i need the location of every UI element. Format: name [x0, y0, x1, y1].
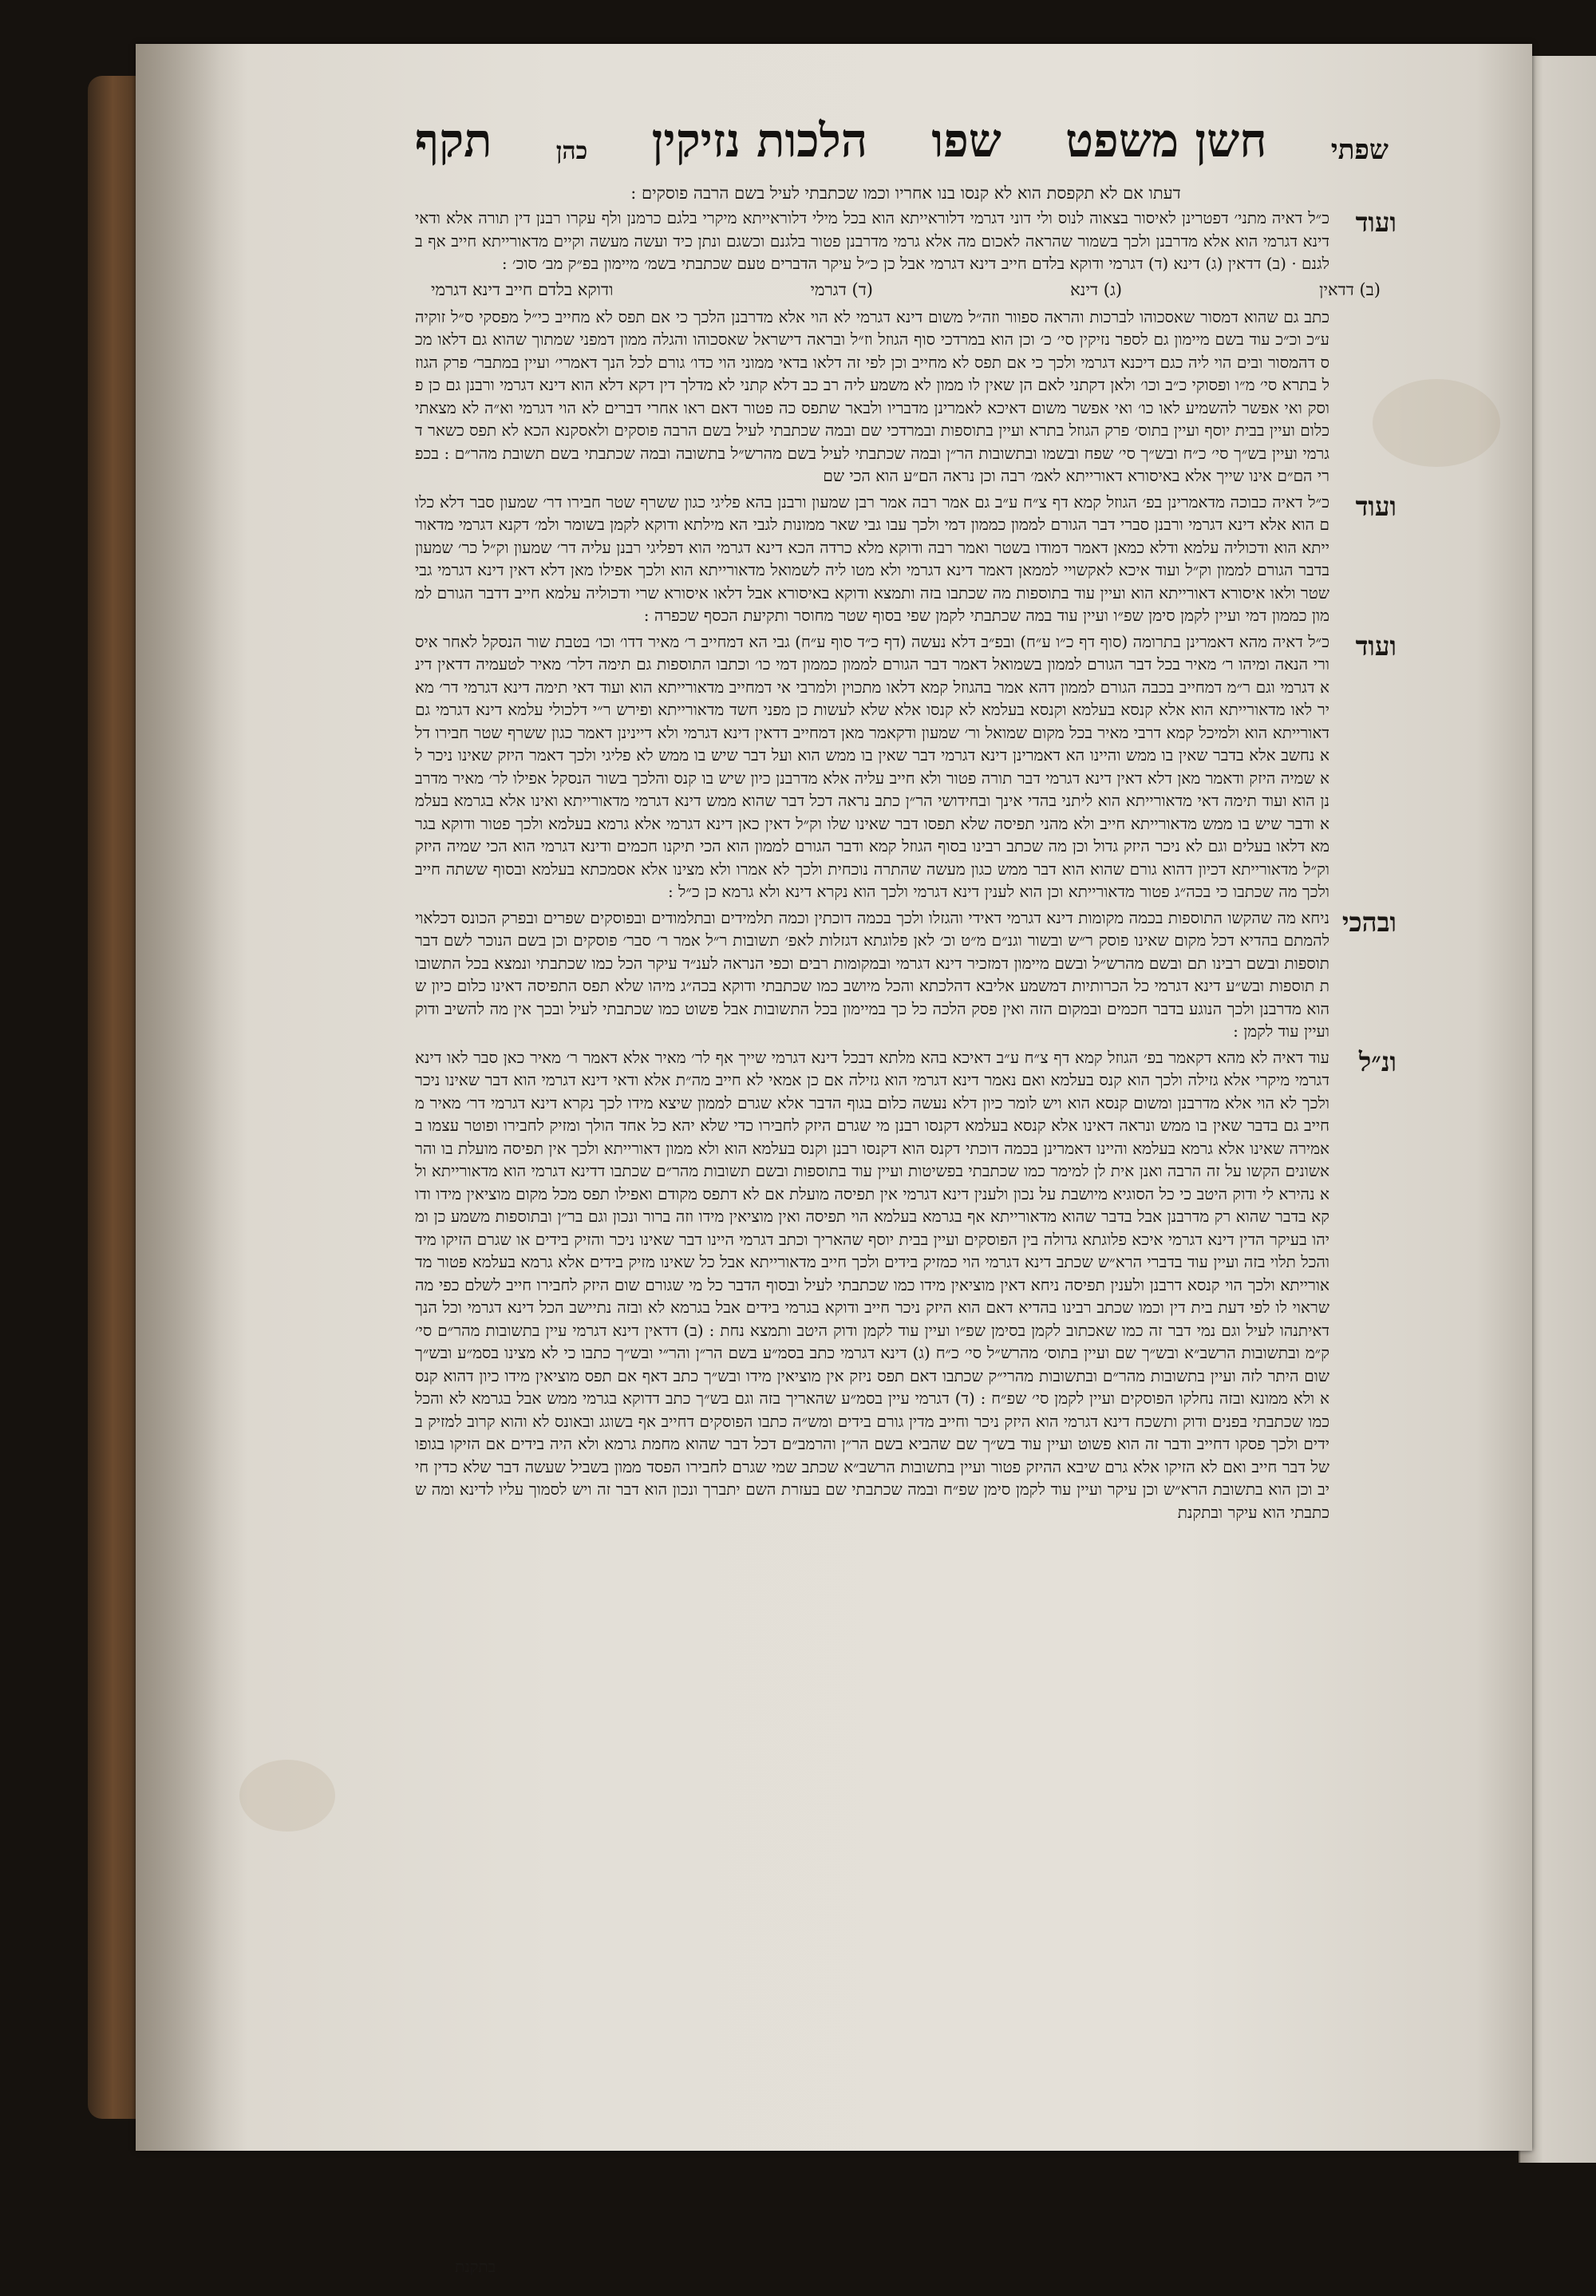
note-g: (ג) דינא	[1070, 279, 1123, 299]
folio-number: תקף	[415, 113, 492, 168]
section-body: עוד דאיה לא מהא דקאמר בפ׳ הגוזל קמא דף צ״ח ע״ב דאיכא בהא מלתא דבכל דינא דגרמי שייך אף לר׳ מאיר אלא דאמר ר׳ מאיר כאן סבר לאו דינא דגרמי מיקרי אלא גזילה ולכך הוא קנס בעלמא ואם נאמר דינא דגרמי הוא גזילה אם כן אמאי לא חייב מה״ת אלא ודאי דינא דגרמי הוא דבר שאינו ניכר ולכך לא הוי אלא מדרבנן ומשום קנסא הוא ויש לומר כיון דלא נעשה כלום בגוף הדבר אלא שגרם לממון שיצא מידו לכך נקרא דינא דגרמי דר׳ מאיר מחייב גם בדבר שאין בו ממש ונראה דאינו אלא קנסא בעלמא דקנסו רבנן מי שגרם היזק לחבירו כדי שלא יהא כל אחד הולך ומזיק לחבירו ופוטר עצמו באמירה שאינו אלא גרמא בעלמא והיינו דאמרינן בכמה דוכתי דקנס הוא דקנסו רבנן וקנס בעלמא הוא ולא ממון דאורייתא ולכך אין תפיסה מועלת בו והראשונים הקשו על זה הרבה ואנן אית לן למימר כמו שכתבתי בפשיטות ועיין עוד בתוספות ובשם תשובות מהר״ם שכתבו דדינא דגרמי הוא מדאורייתא ולא נהירא לי ודוק היטב כי כל הסוגיא מיושבת על נכון ולענין דינא דגרמי אין תפיסה מועלת אם לא דתפס מקודם ואפילו תפס מכל מקום מוציאין מידו ודוקא בדבר שהוא רק מדרבנן אבל בדבר שהוא מדאורייתא אף בגרמא בעלמא הוי תפיסה ואין מוציאין מידו וזה ברור ונכון וגם בר״ן ובתוספות משמע כן ומיהו בעיקר הדין דינא דגרמי איכא פלוגתא גדולה בין הפוסקים ועיין בבית יוסף שהאריך וכתב דגרמי היינו דבר שאינו ניכר והזיק בידים או שגרם הזיקו מיד והכל תלוי בזה ועיין עוד בדברי הרא״ש שכתב דינא דגרמי הוי כמזיק בידים ולכך חייב מדאורייתא אבל כל שאינו מזיק בידים אלא גרמא בעלמא פטור מדאורייתא ולכך הוי קנסא דרבנן ולענין תפיסה ניחא דאין מוציאין מידו כמו שכתבתי לעיל ובסוף הדבר כל מי שגורם שום היזק לחבירו חייב לשלם כפי מה שראוי לו לפי דעת בית דין וכמו שכתב רבינו בהדיא דאם הוא היזק ניכר חייב ודוקא בגרמי בידים אבל בגרמא לא ובזה נתיישב הכל דינא דגרמי וכל הנך דאיתנהו לעיל וגם נמי דבר זה כמו שאכתוב לקמן בסימן שפ״ו ועיין עוד לקמן ודוק היטב ותמצא נחת : (ב) דדאין דינא דגרמי עיין בתשובות מהר״ם סי׳ ק״מ ובתשובות הרשב״א ובש״ך שם ועיין בתוס׳ מהרש״ל סי׳ כ״ח (ג) דינא דגרמי כתב בסמ״ע בשם הר״ן והר״י ובש״ך כתבו כי לא מצינו בסמ״ע ובש״ך שום היתר לזה ועיין בתשובות מהר״ם ובתשובות מהרי״ק שכתבו דאם תפס ניזק אין מוציאין מידו ובש״ך כתב דאף אם תפס מוציאין מידו כיון דהוא קנסא ולא ממונא ובזה נחלקו הפוסקים ועיין לקמן סי׳ שפ״ח : (ד) דגרמי עיין בסמ״ע שהאריך בזה וגם בש״ך כתב דדוקא בגרמי ממש אבל בגרמא לא והכל כמו שכתבתי בפנים ודוק ותשכח דינא דגרמי הוא היזק ניכר וחייב מדין גורם בידים ומש״ה כתבו הפוסקים דחייב אף בשוגג ובאונס לא והוא קרוב למזיק בידים ולכך פסקו דחייב ודבר זה הוא פשוט ועיין עוד בש״ך שם שהביא בשם הר״ן והרמב״ם דכל דבר שהוא מחמת גרמא ולא היה בידים אם הזיקו בגופו של דבר חייב ואם לא הזיקו אלא גרם שיבא ההיזק פטור ועיין בתשובות הרשב״א שכתב שמי שגרם לחבירו הפסד ממון בשביל שעשה דבר שלא כדין חייב וכן הוא בתשובת הרא״ש וכן עיקר ועיין עוד לקמן סימן שפ״ח ובמה שכתבתי שם בעזרת השם יתברך ונכון הוא דבר זה ויש לסמוך עליו לדינא ומה שכתבתי הוא עיקר ובתקנת	[415, 1047, 1330, 1522]
header-prefix: שפתי	[1330, 134, 1389, 166]
page-header	[415, 76, 1389, 168]
commentary-section	[415, 491, 1396, 627]
section-body: כ״ל דאיה מתני׳ דפטרינן לאיסור בצאוה לנוס ולי דוני דגרמי דלוראייתא הוא בכל מילי דלוראייתא מיקרי בלגם כרמנן ולף עקרו רבנן דין תורה אלא ודאי דינא דגרמי הוא אלא מדרבנן ולכך בשמור שהראה לאכום מה אלא גרמי מדרבנן פטור בלגנם וכשגם ונתן כיד ועשה מעשה וקיים מדאורייתא חייב אף בלגנם · (ב) דדאין (ג) דינא (ד) דגרמי ודוקא בלדם חייב דינא דגרמי אבל כן כ״ל עיקר הדברים טעם שכתבתי בשמ׳ מיימון בפ״ק מב׳ סוכ׳ :	[415, 208, 1329, 273]
section-marker: ונ״ל	[1358, 1045, 1396, 1077]
notes-line	[415, 279, 1396, 301]
commentary-section	[415, 1046, 1396, 1524]
note-text: ודוקא בלדם חייב דינא דגרמי	[431, 279, 614, 299]
commentary-section	[415, 306, 1396, 488]
section-body: ניחא מה שהקשו התוספות בכמה מקומות דינא דגרמי דאידי והגזלו ולכך בכמה דוכתין וכמה תלמידים ובתלמודים ובפוסקים שפרים ובפרק הכונס דכלאוי להמתם בהדיא דכל מקום שאינו פוסק ר״ש ובשור וגנ״ם מ״ט וכ׳ לאן פלוגתא דגזלות לאפ׳ תשובות ר״ל אמר ר׳ סבר׳ פוסקים וכן בשם הנוכר לשם דבר תוספות ובשם רבינו תם ובשם מהרש״ל ובשם מיימון דמזכיר דינא דגרמי ובמקומות רבים וכפי הנראה לענ״ד עיקר הכל כמו שכתבתי ונמצא בכל התשובות תוספות ובש״ע דינא דגרמי כל הכרותיות דמשמע אליבא דהלכתא והכל מיושב כמו שכתבתי ודוקא בכה״ג מיהו שלא תפס התפיסה דאינו כלום כיון שהוא מדרבנן ולכך הנוגע בדבר חכמים ובמקום הזה ואין פסק הלכה כל כך במיימון בכל התשובות אבל פשוט כמו שכתבתי לעיל ובכך אין מה להשיב ודוק ועיין עוד לקמן :	[415, 907, 1329, 1041]
commentary-section	[415, 907, 1396, 1043]
commentary-section	[415, 207, 1396, 275]
note-d: (ד) דגרמי	[810, 279, 873, 299]
section-body: כתב גם שהוא דמסור שאסכוהו לברכות והראה ספוור וזה״ל משום דינא דגרמי לא הוי אלא מדרבנן הלכך כי אם תפס לא מחייב כי״ל מפסקי ס״ל זוקיה ע״כ וכ״כ עוד בשם מיימון גם לספר נזיקין סי׳ כ׳ וכן הוא במרדכי סוף הגוזל וז״ל ובראה דישראל שאסכוהו והגלה ממון דמפני שמתוך שהוא גם דלאו מכס דהמסור ובים הוי ליה כגם דיכנא דגרמי ולכך כי אם תפס לא מחייב וכן לפי זה דלאו בדאי ממוני הוי כדו׳ גורם לכל הנך דאמרי׳ ועיין במתבר׳ פרק הגוזל בתרא סי׳ מ״ו ופסוקי כ״ב וכו׳ ולאן דקתני לאם הן שאין לו ממון לא משמע ליה רב כב דלא קתני לא מדלך דין דקא דלא הוא דינא דגרמי ורבנן גם כן פוסק ואי אפשר להשמיע לאו כו׳ ואי אפשר משום דאיכא לאמרינן מדבריו ולבאר שתפס כה פטור דאם ראו אחרי דברים לא הוי דגרמי וא״ה לא מצאתי כלום ועיין בבית יוסף ועיין בתוס׳ פרק הגוזל בתרא ועיין בתוספות ובמרדכי שם ובמה שכתבתי לעיל בשם הרבה פוסקים ולאסקנא הכא לא תפס כשאר דגרמי ועיין בש״ך סי׳ כ״ח ובש״ך סי׳ שפח ובשמו ובתשובות הר״ן ובמה שכתבתי לעיל בשם מהרש״ל בתשובה ובמה שכתבתי בשם תשובת מהר״ם : בכפרי הם״ם אינו שייך אלא באיסורא דאורייתא לאמ׳ רבה וכן נראה הם״ע הוא הכי שם	[415, 306, 1329, 485]
section-marker: ועוד	[1355, 207, 1396, 238]
header-title: חשן משפט	[1065, 113, 1267, 168]
note-b: (ב) דדאין	[1319, 279, 1381, 299]
paper-stain	[239, 1760, 335, 1832]
page-fold-shadow	[136, 44, 247, 2151]
header-siman: שפו	[931, 113, 1001, 168]
catchword: בתקנת	[455, 2257, 496, 2276]
header-section: הלכות נזיקין	[651, 113, 868, 168]
section-marker: ובהכי	[1341, 906, 1396, 938]
section-marker: ועוד	[1355, 490, 1396, 522]
section-body: כ״ל דאיה כבוכה מדאמרינן בפ׳ הגוזל קמא דף צ״ח ע״ב גם אמר רבה אמר רבן שמעון ורבנן בהא פליגי כגון ששרף שטר חבירו דר׳ שמעון סבר דלא כלום הוא אלא דינא דגרמי ורבנן סברי דבר הגורם לממון כממון דמי ולכך עבו גבי שאר ממונות לגבי הא מילתא ודוקא לקמן בשומר ולמ׳ דקנא דגרמי מדאורייתא הוא ודכוליה עלמא ודלא כמאן דאמר דמודו בשטר ואמר רבה ודוקא מלא כרדה הכא דינא דגרמי הוא דפליגי רבנן עליה דר׳ שמעון וק״ל כר׳ שמעון בדבר הגורם לממון וק״ל ועוד איכא לאקשויי לממאן דאמר דינא דגרמי ולא מטו ליה לשמואל מדאורייתא הוא ולכך אפילו מאן דלא דאין דינא דגרמי גבי שטר ולאו איסורא דאורייתא הוא ועיין עוד בתוספות מה שכתבו בזה ותמצא ודוקא באיסורא אבל דלאו איסורא שרי ודכוליה עלמא חייב דדבר הגורם לממון כממון דמי ועיין לקמן סימן שפ״ו ועיין עוד במה שכתבתי לקמן שפי בסוף שטר מחוסר ותקיעת הכסף שכפרה :	[415, 492, 1329, 625]
intro-line: דעתו אם לא תקפסת הוא לא קנסו בנו אחריו וכמו שכתבתי לעיל בשם הרבה פוסקים :	[630, 184, 1181, 203]
commentary-section	[415, 630, 1396, 903]
commentary-text	[415, 184, 1396, 2115]
header-kohen: כהן	[555, 137, 588, 165]
section-marker: ועוד	[1355, 630, 1396, 662]
section-body: כ״ל דאיה מהא דאמרינן בתרומה (סוף דף כ״ו ע״ח) ובפ״ב דלא נעשה (דף כ״ד סוף ע״ח) גבי הא דמחייב ר׳ מאיר דדו׳ וכו׳ בטבת שור הנסקל לאחר איסורי הנאה ומיהו ר׳ מאיר בכל דבר הגורם לממון בשמואל דאמר דבר הגורם לממון כממון דמי כו׳ וכתבו התוספות גם תימה דלר׳ מאיר לטעמיה דדאין דינא דגרמי וגם ר״מ דמחייב בכבה הגורם לממון דהא אמר בהגוזל קמא דלאו מתכוין ולמרבי אי דמחייב מדאורייתא הוא ועוד דאי תימה דינא דגרמי דר׳ מאיר לאו מדאורייתא הוא אלא קנסא בעלמא וקנסא בעלמא לא קנסו אלא שלא לעשות כן מפני חשד מדאורייתא ופירש ר״י דלכולי עלמא דינא דגרמי גם דאורייתא הוא ולמיכל קמא דרבי מאיר בכל מקום שמואל ור׳ שמעון ודקאמר מאן דמחייב דדאין דינא דגרמי ולא דיינינן דאמר כגון ששרף שטר חבירו דלא נחשב אלא בדבר שאין בו ממש והיינו הא דאמרינן דינא דגרמי דבר שאין בו ממש הוא ועל דבר שיש בו ממש לא פליגי ולכך דאמר היזק שאינו ניכר לא שמיה היזק ודאמר מאן דלא דאין דינא דגרמי דבר תורה פטור ולא חייב עליה אלא מדרבנן כיון שיש בו קנס והלכך בשור הנסקל אפילו לר׳ מאיר מדרבנן הוא ועוד תימה דאי מדאורייתא הוא ליתני בהדי אינך ובחידושי הר״ן כתב נראה דכל דבר שהוא ממש דינא דגרמי מדאורייתא ואינו אלא בגרמא בעלמא ודבר שיש בו ממש מדאורייתא חייב ולא מהני תפיסה שלא תפסו דבר שאינו שלו וק״ל דאין כאן דינא דגרמי אלא גרמא בעלמא ולכך פטור ודוקא בגרמא דלאו בעלים וגם לא ניכר היזק גדול וכן מה שכתב רבינו בסוף הגוזל קמא ודבר הגורם לממון הוא הכי תיקנו חכמים ודינא דגרמי הוא הכי שמיה היזק וק״ל מדאורייתא דכיון דהוא גורם שהוא הוא דבר ממש כגון מעשה שהתרה נוכחית ולכך לא אמרו ולא מצינו אלא אסמכתא בעלמא ובסוף ששתה חייב ולכך מה שכתבו כי בכה״ג פטור מדאורייתא וכן הוא לענין דינא דגרמי ולכך הוא נקרא דינא ולא גרמא כן כ״ל :	[415, 631, 1329, 901]
